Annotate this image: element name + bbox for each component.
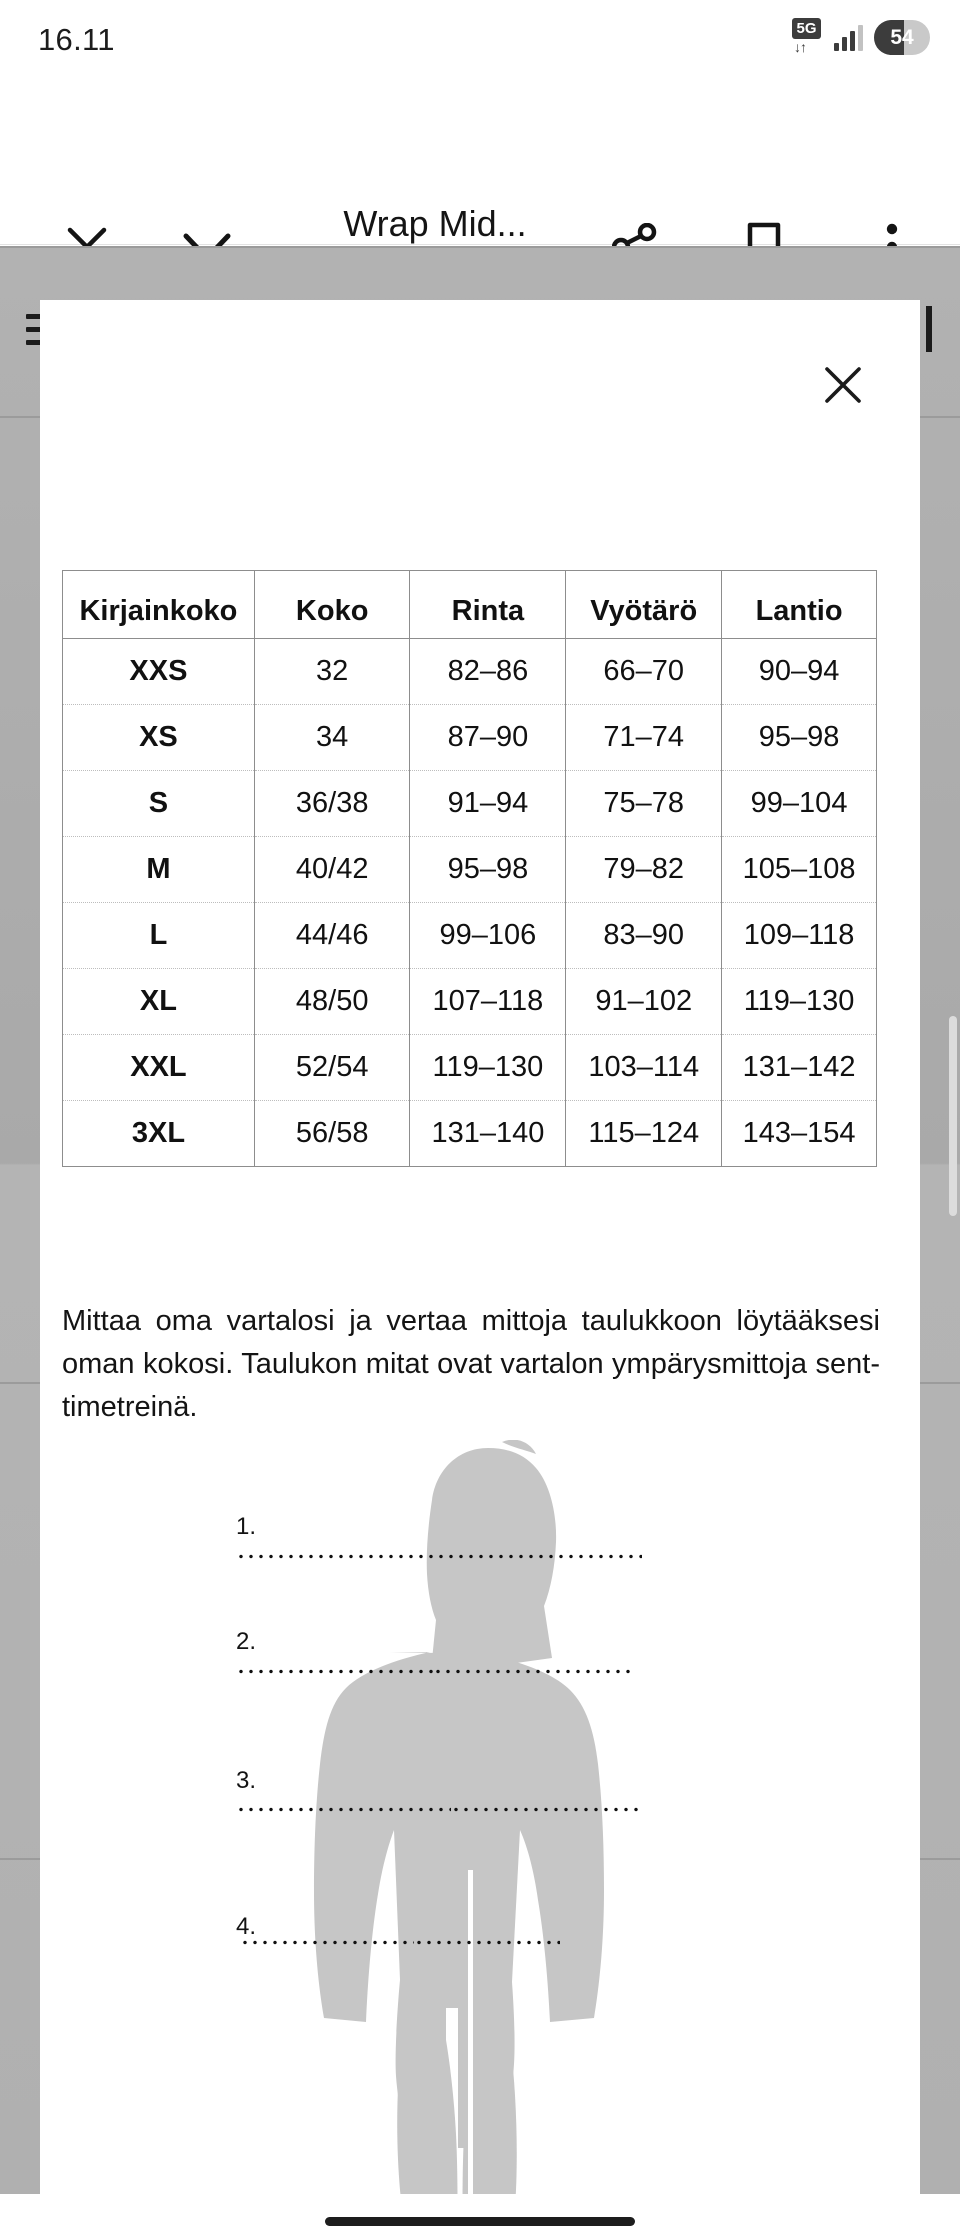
table-row	[63, 903, 877, 969]
table-header-row	[63, 571, 877, 639]
cell-koko: 52/54	[254, 1035, 410, 1101]
cell-letter-size: 3XL	[63, 1101, 255, 1167]
measurement-line-1-overlay	[436, 1554, 642, 1559]
cell-vyotaro: 66–70	[566, 639, 722, 705]
status-bar	[0, 0, 960, 78]
cell-vyotaro: 79–82	[566, 837, 722, 903]
cell-vyotaro: 103–114	[566, 1035, 722, 1101]
column-header-koko: Koko	[254, 571, 410, 639]
system-navigation-bar	[0, 2194, 960, 2240]
web-content-area[interactable]	[0, 246, 960, 2240]
cell-vyotaro: 115–124	[566, 1101, 722, 1167]
cell-lantio: 99–104	[722, 771, 877, 837]
size-chart-table	[62, 570, 877, 1167]
cell-lantio: 90–94	[722, 639, 877, 705]
measurement-line-3	[236, 1807, 451, 1812]
network-5g-icon	[789, 18, 823, 56]
cell-rinta: 107–118	[410, 969, 566, 1035]
cell-rinta: 131–140	[410, 1101, 566, 1167]
cell-letter-size: S	[63, 771, 255, 837]
page-title: Wrap Mid...	[343, 203, 527, 244]
cell-vyotaro: 83–90	[566, 903, 722, 969]
table-row	[63, 639, 877, 705]
cell-letter-size: XL	[63, 969, 255, 1035]
cell-lantio: 95–98	[722, 705, 877, 771]
cell-lantio: 131–142	[722, 1035, 877, 1101]
body-measurement-figure	[40, 1440, 920, 2240]
home-gesture-pill[interactable]	[325, 2217, 635, 2226]
network-arrows: ↓↑	[794, 39, 806, 55]
cell-vyotaro: 75–78	[566, 771, 722, 837]
measurement-line-2-overlay	[433, 1669, 636, 1674]
cell-koko: 44/46	[254, 903, 410, 969]
table-row	[63, 1101, 877, 1167]
cell-rinta: 119–130	[410, 1035, 566, 1101]
cell-lantio: 119–130	[722, 969, 877, 1035]
measurement-line-3-overlay	[451, 1807, 639, 1812]
table-row	[63, 1035, 877, 1101]
measurement-line-4	[240, 1940, 414, 1945]
cell-koko: 40/42	[254, 837, 410, 903]
cell-lantio: 143–154	[722, 1101, 877, 1167]
measurement-line-4-overlay	[414, 1940, 560, 1945]
cell-lantio: 105–108	[722, 837, 877, 903]
table-row	[63, 771, 877, 837]
cell-letter-size: L	[63, 903, 255, 969]
measurement-label-4: 4.	[236, 1913, 257, 1940]
column-header-kirjainkoko: Kirjainkoko	[63, 571, 255, 639]
cell-koko: 36/38	[254, 771, 410, 837]
cell-letter-size: XXL	[63, 1035, 255, 1101]
cell-rinta: 95–98	[410, 837, 566, 903]
cell-rinta: 91–94	[410, 771, 566, 837]
measurement-label-3: 3.	[236, 1767, 257, 1794]
signal-bars-icon	[834, 24, 863, 51]
measurement-line-2	[236, 1669, 433, 1674]
cell-koko: 34	[254, 705, 410, 771]
female-silhouette-icon	[40, 1440, 920, 2240]
cart-icon[interactable]	[926, 306, 936, 352]
measurement-line-1	[236, 1554, 436, 1559]
cell-letter-size: XXS	[63, 639, 255, 705]
measurement-label-2: 2.	[236, 1628, 257, 1655]
status-icons	[789, 18, 930, 56]
custom-tab-toolbar	[0, 78, 960, 245]
column-header-vyotaro: Vyötärö	[566, 571, 722, 639]
page-divider-top	[0, 246, 960, 248]
cell-letter-size: XS	[63, 705, 255, 771]
cell-vyotaro: 71–74	[566, 705, 722, 771]
battery-percent-label: 54	[890, 25, 914, 49]
scrollbar-thumb[interactable]	[949, 1016, 957, 1216]
table-row	[63, 969, 877, 1035]
network-5g-label: 5G	[792, 18, 821, 39]
cell-letter-size: M	[63, 837, 255, 903]
cell-rinta: 82–86	[410, 639, 566, 705]
measurement-label-1: 1.	[236, 1513, 257, 1540]
status-clock: 16.11	[38, 22, 115, 57]
table-row	[63, 705, 877, 771]
cell-lantio: 109–118	[722, 903, 877, 969]
column-header-rinta: Rinta	[410, 571, 566, 639]
cell-koko: 32	[254, 639, 410, 705]
battery-icon	[874, 20, 930, 55]
cell-vyotaro: 91–102	[566, 969, 722, 1035]
column-header-lantio: Lantio	[722, 571, 877, 639]
modal-close-button[interactable]	[808, 350, 878, 420]
table-row	[63, 837, 877, 903]
measurement-instructions: Mittaa oma vartalosi ja vertaa mittoja taulukkoon löytääksesi oman kokosi. Taulukon mitat ovat vartalon ympärysmittoja sent-timetreinä.	[62, 1305, 880, 1423]
cell-koko: 48/50	[254, 969, 410, 1035]
size-guide-modal	[40, 300, 920, 2240]
cell-koko: 56/58	[254, 1101, 410, 1167]
cell-rinta: 87–90	[410, 705, 566, 771]
close-icon	[819, 361, 867, 409]
cell-rinta: 99–106	[410, 903, 566, 969]
